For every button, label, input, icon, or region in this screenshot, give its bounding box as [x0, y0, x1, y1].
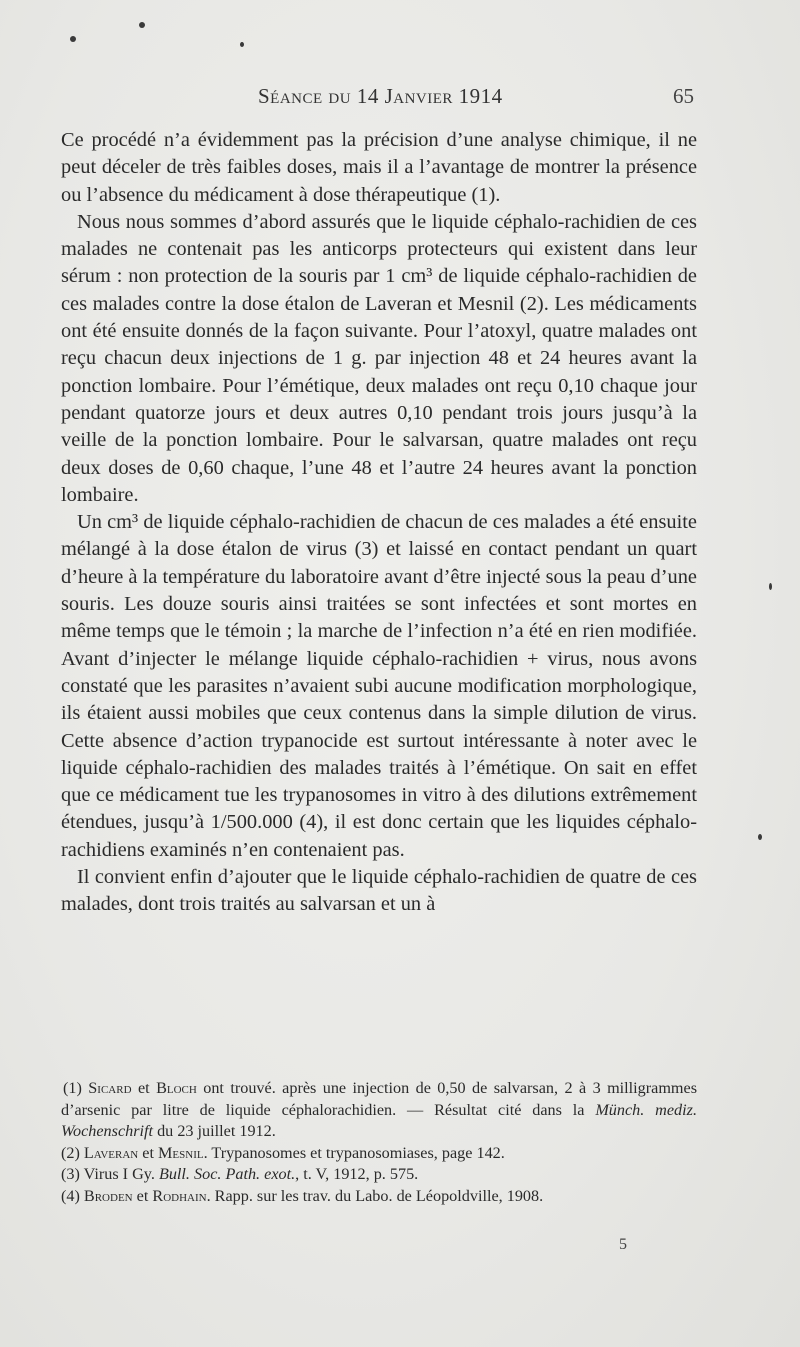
signature-mark: 5	[619, 1236, 627, 1253]
paragraph-text: Un cm³ de liquide céphalo-rachidien de chacun de ces malades a été ensuite mélangé à la dose étalon de virus (3) et laissé en contact pendant un quart d’heure à la température du laboratoire avant d’être injecté sous la peau d’une souris. Les douze souris ainsi traitées se sont infectées et sont mortes en même temps que le témoin ; la marche de l’infection n’a été en rien modifiée. Avant d’injecter le mélange liquide céphalo-rachidien + virus, nous avons constaté que les parasites n’avaient subi aucune modification morphologique, ils étaient aussi mobiles que ceux contenus dans la simple dilution de virus. Cette absence d’action trypanocide est surtout intéressante à noter avec le liquide céphalo-rachidien des malades traités à l’émétique. On sait en effet que ce médicament tue les trypanosomes in vitro à des dilutions extrêmement étendues, jusqu’à 1/500.000 (4), il est donc certain que les liquides céphalo-rachidiens examinés n’en contenaient pas.	[61, 511, 697, 861]
footnote-journal: Bull. Soc. Path. exot.	[158, 1165, 296, 1184]
footnote-text: et	[138, 1143, 159, 1162]
paragraph	[61, 864, 697, 919]
footnotes	[61, 1078, 697, 1208]
footnote-number: (2)	[61, 1143, 80, 1162]
footnote-author: Mesnil	[158, 1143, 204, 1162]
paragraph-text: Il convient enfin d’ajouter que le liquide céphalo-rachidien de quatre de ces malades, dont trois traités au salvarsan et un à	[61, 866, 697, 916]
body-text	[61, 127, 697, 919]
footnote-journal: Münch. mediz. Wochenschrift	[61, 1100, 697, 1141]
paragraph-text: Nous nous sommes d’abord assurés que le liquide céphalo-rachidien de ces malades ne contenait pas les anticorps protecteurs qui existent dans leur sérum : non protection de la souris par 1 cm³ de liquide céphalo-rachidien de ces malades contre la dose étalon de Laveran et Mesnil (2). Les médicaments ont été ensuite donnés de la façon suivante. Pour l’atoxyl, quatre malades ont reçu chacun deux injections de 1 g. par injection 48 et 24 heures avant la ponction lombaire. Pour l’émétique, deux malades ont reçu 0,10 chaque jour pendant quatorze jours et deux autres 0,10 pendant trois jours jusqu’à la veille de la ponction lombaire. Pour le salvarsan, quatre malades ont reçu deux doses de 0,60 chaque, l’une 48 et l’autre 24 heures avant la ponction lombaire.	[61, 210, 697, 506]
running-head: Séance du 14 Janvier 1914	[258, 84, 503, 108]
footnote-text: . Rapp. sur les trav. du Labo. de Léopoldville, 1908.	[206, 1186, 544, 1205]
footnote-text: du 23 juillet 1912.	[153, 1122, 276, 1141]
ink-speck	[70, 36, 76, 42]
ink-speck	[139, 22, 145, 28]
paragraph: Ce procédé n’a évidemment pas la précision d’une analyse chimique, il ne peut déceler de très faibles doses, mais il a l’avantage de montrer la présence ou l’absence du médicament à dose thérapeutique (1).	[61, 129, 697, 206]
footnote-text: Virus I Gy.	[79, 1165, 159, 1184]
footnote-1	[61, 1078, 697, 1143]
ink-speck	[758, 834, 762, 840]
footnote-4	[61, 1186, 697, 1208]
footnote-2	[61, 1143, 697, 1165]
footnote-text: et	[132, 1186, 153, 1205]
footnote-text: ont trouvé. après une injection de 0,50 de salvarsan, 2 à 3 milligrammes d’arsenic par litre de liquide céphalorachidien. — Résultat cité dans la	[61, 1079, 697, 1119]
ink-speck	[769, 583, 772, 590]
page-number: 65	[673, 84, 694, 108]
footnote-author: Bloch	[156, 1079, 197, 1097]
page-header	[0, 84, 800, 114]
footnote-3	[61, 1164, 697, 1186]
footnote-author: Sicard	[88, 1079, 132, 1097]
footnote-text: , t. V, 1912, p. 575.	[295, 1165, 419, 1184]
footnote-author: Broden	[83, 1186, 133, 1205]
footnote-text: . Trypanosomes et trypanosomiases, page 142.	[203, 1143, 505, 1162]
footnote-author: Laveran	[83, 1143, 139, 1162]
footnote-number: (4)	[61, 1186, 80, 1205]
footnote-author: Rodhain	[152, 1186, 207, 1205]
paragraph	[61, 209, 697, 509]
paragraph	[61, 509, 697, 864]
footnote-number: (1)	[63, 1079, 82, 1097]
footnote-number: (3)	[61, 1165, 80, 1184]
ink-speck	[240, 42, 244, 47]
footnote-text: et	[131, 1079, 157, 1097]
